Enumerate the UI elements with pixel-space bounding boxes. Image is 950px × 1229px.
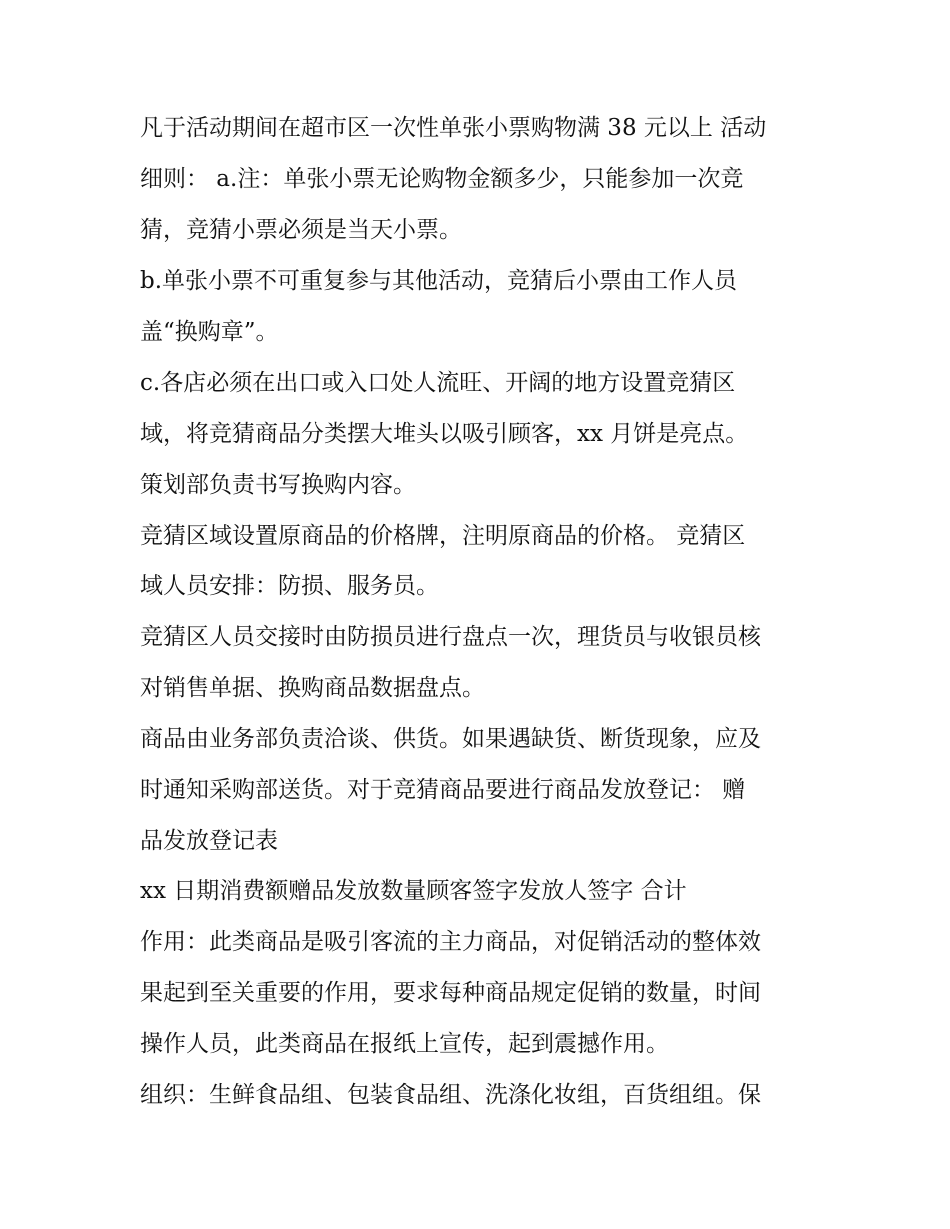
text-line: c.各店必须在出口或入口处人流旺、开阔的地方设置竞猜区 xyxy=(140,370,736,396)
text-line: 盖“换购章”。 xyxy=(140,319,279,345)
text-line: 策划部负责书写换购内容。 xyxy=(140,472,416,498)
text-line: 时通知采购部送货。对于竞猜商品要进行商品发放登记： 赠 xyxy=(140,777,746,803)
text-line: b.单张小票不可重复参与其他活动，竞猜后小票由工作人员 xyxy=(140,268,738,294)
text-line: 凡于活动期间在超市区一次性单张小票购物满 38 元以上 活动 xyxy=(140,115,767,141)
text-line: 商品由业务部负责洽谈、供货。如果遇缺货、断货现象，应及 xyxy=(140,726,761,752)
text-line: 果起到至关重要的作用，要求每种商品规定促销的数量，时间 xyxy=(140,980,761,1006)
text-line: 作用：此类商品是吸引客流的主力商品，对促销活动的整体效 xyxy=(140,929,761,955)
text-line: 竞猜区域设置原商品的价格牌，注明原商品的价格。 竞猜区 xyxy=(140,523,746,549)
text-line: 对销售单据、换购商品数据盘点。 xyxy=(140,675,485,701)
text-line: 竞猜区人员交接时由防损员进行盘点一次，理货员与收银员核 xyxy=(140,624,761,650)
text-line: 操作人员，此类商品在报纸上宣传，起到震撼作用。 xyxy=(140,1031,669,1057)
text-line: 细则： a.注：单张小票无论购物金额多少，只能参加一次竞 xyxy=(140,166,744,192)
text-line: 猜，竞猜小票必须是当天小票。 xyxy=(140,217,462,243)
text-line: 域人员安排：防损、服务员。 xyxy=(140,573,439,599)
text-line: 品发放登记表 xyxy=(140,828,278,854)
text-line: xx 日期消费额赠品发放数量顾客签字发放人签字 合计 xyxy=(140,878,687,904)
text-line: 域，将竞猜商品分类摆大堆头以吸引顾客，xx 月饼是亮点。 xyxy=(140,421,749,447)
text-line: 组织：生鲜食品组、包装食品组、洗涤化妆组，百货组组。保 xyxy=(140,1082,761,1108)
